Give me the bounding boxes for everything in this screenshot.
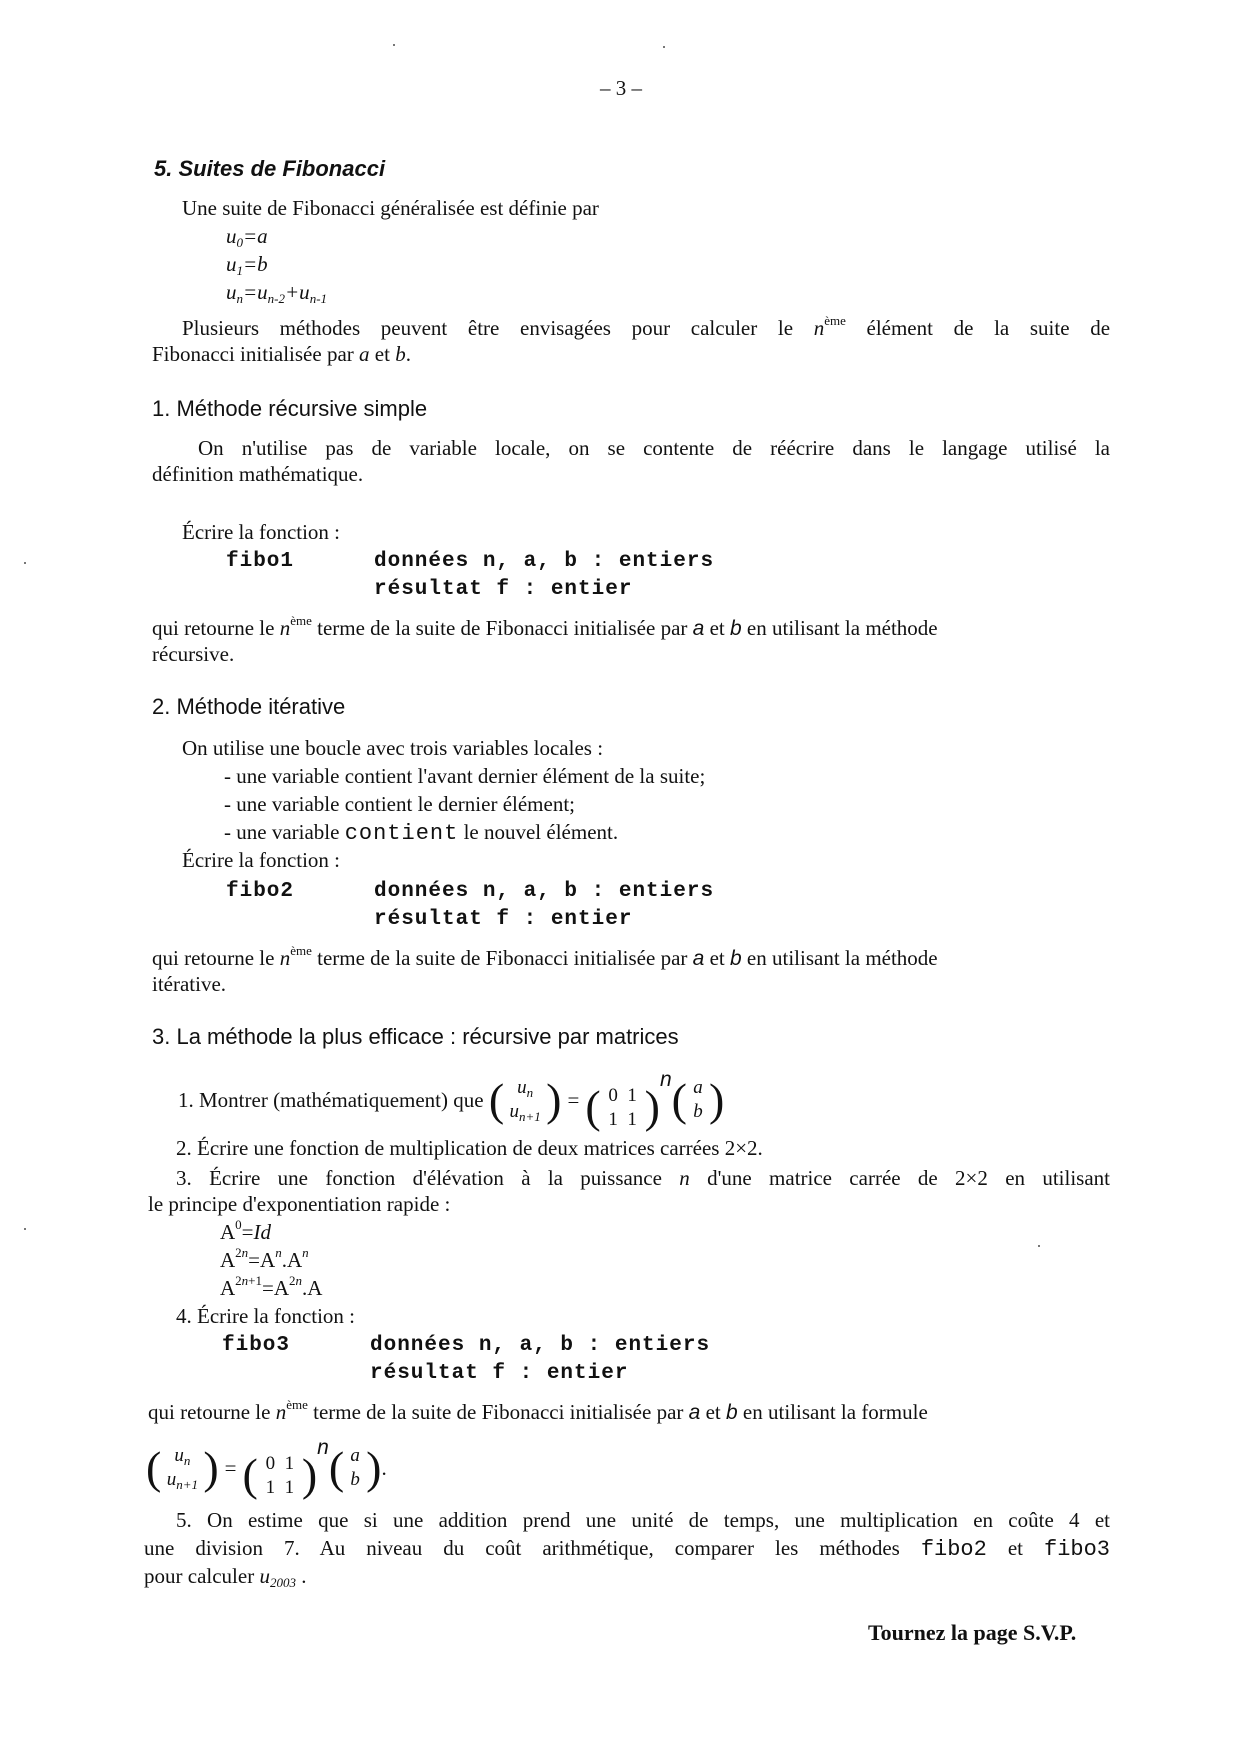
method1-para-line1: On n'utilise pas de variable locale, on se contente de réécrire dans le langage utilisé la (198, 436, 1110, 460)
fibo1-donnees: données n, a, b : entiers (374, 550, 715, 573)
fibo1-name: fibo1 (226, 550, 295, 573)
method1-para-line2: définition mathématique. (152, 462, 364, 486)
method2-return-line2: itérative. (152, 972, 227, 996)
method2-return-line1: qui retourne le $n^{ème}$ terme de la suite de Fibonacci initialisée par a et b en utilisant la méthode (152, 943, 938, 970)
fibo2-donnees: données n, a, b : entiers (374, 880, 715, 903)
exp-rule-2: $A^{2n}=A^n.A^n$ (220, 1245, 309, 1272)
scan-speck (1038, 1245, 1040, 1247)
vector-ab: ( a b ) (328, 1442, 382, 1493)
exp-rule-1: $A^0=Id$ (220, 1217, 272, 1244)
method2-title: 2. Méthode itérative (152, 694, 346, 719)
method2-bullet3: - une variable contient le nouvel élément. (224, 820, 619, 846)
question5-line2: une division 7. Au niveau du coût arithmétique, comparer les méthodes fibo2 et fibo3 (144, 1536, 1111, 1562)
question3-line1: 3. Écrire une fonction d'élévation à la puissance n d'une matrice carrée de 2×2 en utilisant (176, 1166, 1111, 1190)
method1-ecrire: Écrire la fonction : (182, 520, 341, 544)
method2-para: On utilise une boucle avec trois variables locales : (182, 736, 604, 760)
question4-return: qui retourne le $n^{ème}$ terme de la suite de Fibonacci initialisée par a et b en utilisant la formule (148, 1397, 928, 1424)
fibo1-resultat: résultat f : entier (374, 578, 633, 601)
method2-bullet1: - une variable contient l'avant dernier élément de la suite; (224, 764, 706, 788)
def-u1: $u_1=b$ (226, 252, 268, 278)
vec-un1: $u_{n+1}$ (509, 1101, 541, 1124)
fibo3-name: fibo3 (222, 1334, 291, 1357)
method2-bullet2: - une variable contient le dernier élément; (224, 792, 576, 816)
question5-line1: 5. On estime que si une addition prend une unité de temps, une multiplication en coûte 4 et (176, 1508, 1110, 1532)
method3-title: 3. La méthode la plus efficace : récursive par matrices (152, 1024, 679, 1049)
section-title: 5. Suites de Fibonacci (154, 156, 386, 181)
vector-un: ( $u_n$ $u_{n+1}$ ) (146, 1442, 219, 1493)
vector-un: ( $u_n$ $u_{n+1}$ ) (488, 1074, 562, 1125)
exp-rule-3: $A^{2n+1}=A^{2n}.A$ (220, 1273, 323, 1300)
footer-turn-page: Tournez la page S.V.P. (868, 1620, 1077, 1645)
question1: 1. Montrer (mathématiquement) que ( $u_n$ $u_{n+1}$ ) = ( 0 1 1 1 )n ( a b ) (178, 1068, 725, 1133)
scan-speck (24, 562, 26, 564)
intro-line: Une suite de Fibonacci généralisée est définie par (182, 196, 599, 220)
fibo3-donnees: données n, a, b : entiers (370, 1334, 711, 1357)
scan-speck (393, 44, 395, 46)
intro-para-line1: Plusieurs méthodes peuvent être envisagées pour calculer le $n^{ème}$ élément de la suite de (182, 313, 1111, 340)
vec-un: $u_n$ (517, 1077, 534, 1100)
method1-title: 1. Méthode récursive simple (152, 396, 428, 421)
intro-para-line2: Fibonacci initialisée par a et b. (152, 342, 411, 366)
method1-return-line1: qui retourne le $n^{ème}$ terme de la suite de Fibonacci initialisée par a et b en utilisant la méthode (152, 613, 938, 640)
scan-speck (663, 46, 665, 48)
vector-ab: ( a b ) (671, 1074, 725, 1125)
fibo2-name: fibo2 (226, 880, 295, 903)
question3-line2: le principe d'exponentiation rapide : (148, 1192, 451, 1216)
matrix-01-11: ( 0 1 1 1 )n (242, 1436, 329, 1501)
method1-return-line2: récursive. (152, 642, 235, 666)
page-number: – 3 – (600, 76, 642, 100)
matrix-01-11: ( 0 1 1 1 )n (585, 1068, 672, 1133)
scan-speck (24, 1228, 26, 1230)
question5-line3: pour calculer $u_{2003}$ . (144, 1564, 307, 1590)
fibo3-resultat: résultat f : entier (370, 1362, 629, 1385)
method2-ecrire: Écrire la fonction : (182, 848, 341, 872)
fibo2-resultat: résultat f : entier (374, 908, 633, 931)
formula: ( $u_n$ $u_{n+1}$ ) = ( 0 1 1 1 )n ( a b ) . (146, 1436, 387, 1501)
question2: 2. Écrire une fonction de multiplication de deux matrices carrées 2×2. (176, 1136, 763, 1160)
def-un: $u_n=u_{n-2}+u_{n-1}$ (226, 280, 328, 306)
def-u0: $u_0=a$ (226, 224, 268, 250)
question4: 4. Écrire la fonction : (176, 1304, 356, 1328)
